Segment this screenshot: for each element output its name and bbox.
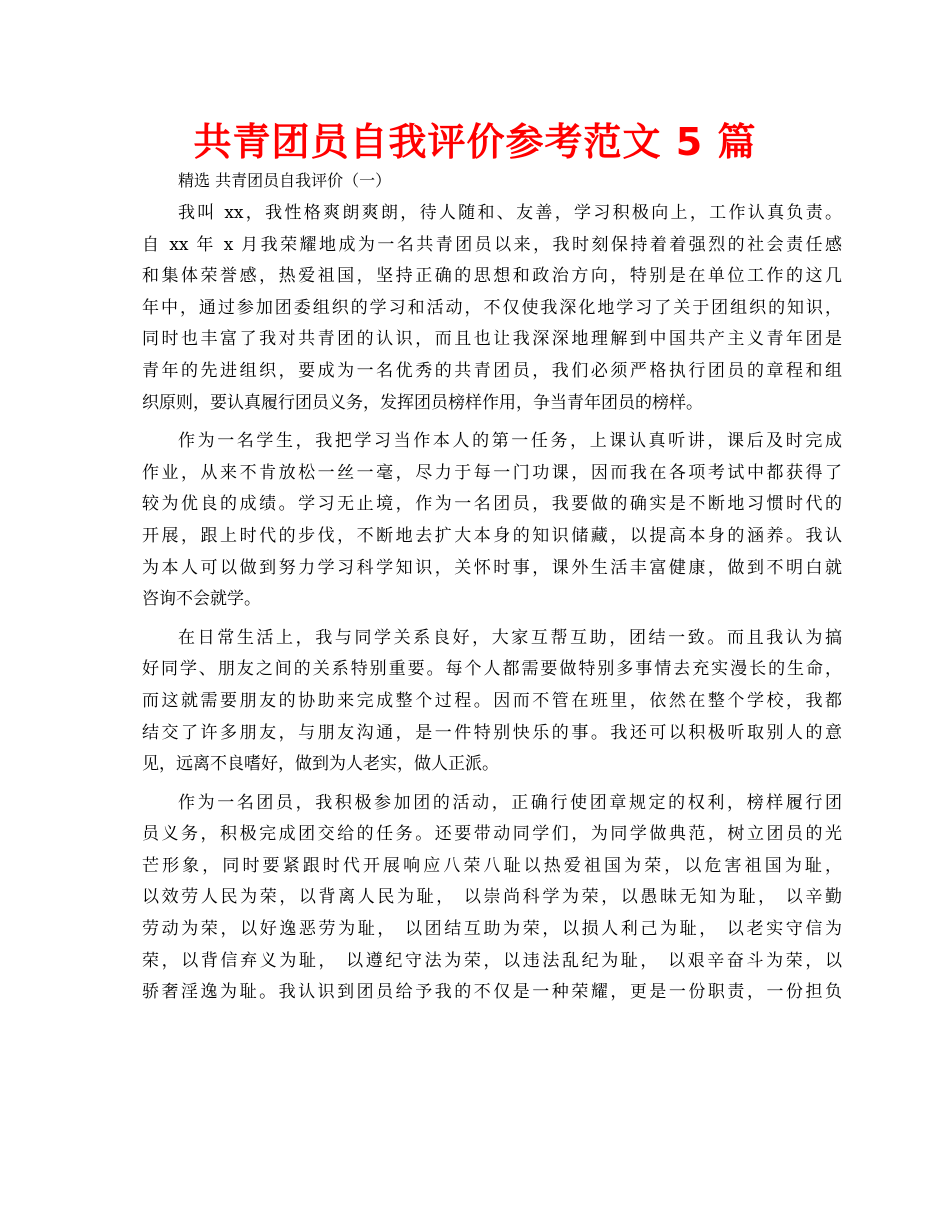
- paragraph-line: 同时也丰富了我对共青团的认识，而且也让我深深地理解到中国共产主义青年团是: [142, 329, 842, 350]
- paragraph-line: 开展，跟上时代的步伐，不断地去扩大本身的知识储藏，以提高本身的涵养。我认: [142, 525, 842, 546]
- paragraph-line: 荣，以背信弃义为耻， 以遵纪守法为荣，以违法乱纪为耻， 以艰辛奋斗为荣，以: [142, 950, 842, 971]
- paragraph-line: 芒形象，同时要紧跟时代开展响应八荣八耻以热爱祖国为荣，以危害祖国为耻，: [142, 855, 842, 876]
- paragraph-line: 作业，从来不肯放松一丝一毫，尽力于每一门功课，因而我在各项考试中都获得了: [142, 462, 842, 483]
- paragraph: [142, 788, 842, 1009]
- paragraph-line: 年中，通过参加团委组织的学习和活动，不仅使我深化地学习了关于团组织的知识，: [142, 297, 842, 318]
- paragraph-line: 咨询不会就学。: [142, 589, 261, 610]
- paragraph-line: 而这就需要朋友的协助来完成整个过程。因而不管在班里，依然在整个学校，我都: [142, 690, 842, 711]
- paragraph: [142, 198, 842, 419]
- paragraph-line: 我叫 xx，我性格爽朗爽朗，待人随和、友善，学习积极向上，工作认真负责。: [178, 203, 842, 223]
- paragraph-line: 和集体荣誉感，热爱祖国，坚持正确的思想和政治方向，特别是在单位工作的这几: [142, 266, 842, 287]
- paragraph-line: 见，远离不良嗜好，做到为人老实，做人正派。: [142, 754, 499, 775]
- document-subtitle: 精选 共青团员自我评价（一）: [178, 171, 392, 190]
- paragraph-line: 自 xx 年 x 月我荣耀地成为一名共青团员以来，我时刻保持着着强烈的社会责任感: [142, 234, 842, 255]
- paragraph-line: 在日常生活上，我与同学关系良好，大家互帮互助，团结一致。而且我认为搞: [178, 627, 842, 648]
- paragraph-line: 作为一名学生，我把学习当作本人的第一任务，上课认真听讲，课后及时完成: [178, 431, 842, 452]
- paragraph-line: 作为一名团员，我积极参加团的活动，正确行使团章规定的权利，榜样履行团: [178, 792, 842, 813]
- paragraph-line: 青年的先进组织，要成为一名优秀的共青团员，我们必须严格执行团员的章程和组: [142, 360, 842, 381]
- document-title: 共青团员自我评价参考范文 5 篇: [193, 120, 757, 164]
- paragraph-line: 织原则，要认真履行团员义务，发挥团员榜样作用，争当青年团员的榜样。: [142, 392, 703, 413]
- paragraph-line: 好同学、朋友之间的关系特别重要。每个人都需要做特别多事情去充实漫长的生命，: [142, 659, 842, 680]
- paragraph-line: 以效劳人民为荣，以背离人民为耻， 以崇尚科学为荣，以愚昧无知为耻， 以辛勤: [142, 887, 842, 908]
- paragraph-line: 员义务，积极完成团交给的任务。还要带动同学们，为同学做典范，树立团员的光: [142, 824, 842, 845]
- paragraph-line: 为本人可以做到努力学习科学知识，关怀时事，课外生活丰富健康，做到不明白就: [142, 557, 842, 578]
- document-body: [142, 198, 842, 1016]
- paragraph-line: 结交了许多朋友，与朋友沟通，是一件特别快乐的事。我还可以积极听取别人的意: [142, 722, 842, 743]
- paragraph-line: 较为优良的成绩。学习无止境，作为一名团员，我要做的确实是不断地习惯时代的: [142, 494, 842, 515]
- paragraph: [142, 426, 842, 616]
- paragraph: [142, 623, 842, 781]
- paragraph-line: 骄奢淫逸为耻。我认识到团员给予我的不仅是一种荣耀，更是一份职责，一份担负: [142, 982, 842, 1003]
- paragraph-line: 劳动为荣，以好逸恶劳为耻， 以团结互助为荣，以损人利己为耻， 以老实守信为: [142, 919, 842, 940]
